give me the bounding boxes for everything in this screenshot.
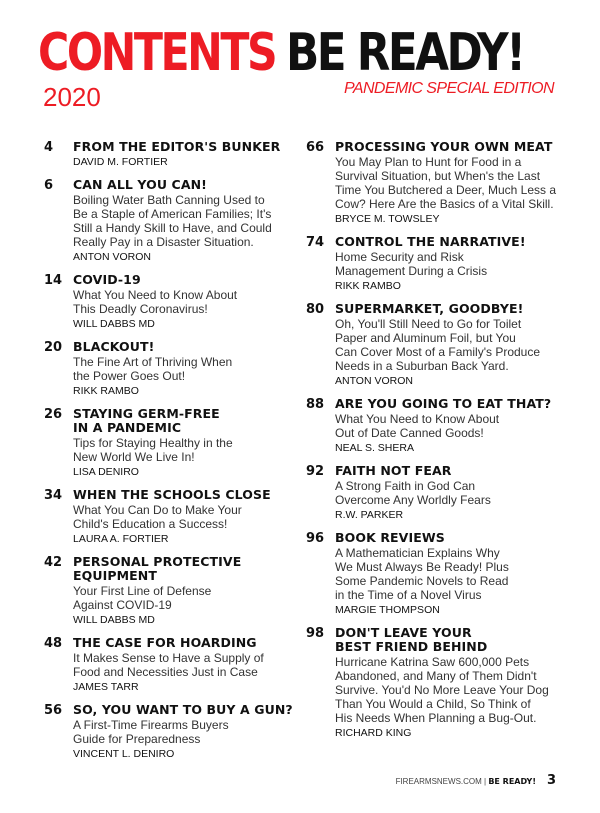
article-title: CONTROL THE NARRATIVE! [335, 234, 526, 249]
article-description: A Mathematician Explains Why We Must Always Be Ready! Plus Some Pandemic Novels to Read in the Time of a Novel Virus [335, 546, 509, 602]
article-author: RIKK RAMBO [73, 385, 139, 397]
article-description: What You Need to Know About This Deadly Coronavirus! [73, 288, 238, 316]
page-number-label: 98 [306, 626, 325, 641]
page-number: 3 [547, 773, 557, 788]
article-description: It Makes Sense to Have a Supply of Food and Necessities Just in Case [73, 651, 264, 679]
edition-label: PANDEMIC SPECIAL EDITION [344, 80, 554, 97]
page-number-label: 4 [44, 140, 54, 155]
toc-entry [306, 235, 556, 293]
article-title: COVID-19 [73, 272, 141, 287]
page-number-label: 20 [44, 340, 63, 355]
article-description: Hurricane Katrina Saw 600,000 Pets Abandoned, and Many of Them Didn't Survive. You'd No More Leave Your Dog Than You Would a Child, So Think of His Needs When Planning a Bug-Out. [335, 655, 549, 725]
toc-entry [44, 555, 294, 627]
article-author: ANTON VORON [335, 375, 413, 387]
page-number-label: 92 [306, 464, 325, 479]
article-title: PERSONAL PROTECTIVE EQUIPMENT [73, 554, 242, 583]
article-author: JAMES TARR [73, 681, 139, 693]
article-author: ANTON VORON [73, 251, 151, 263]
page-number-label: 88 [306, 397, 325, 412]
toc-right-column [306, 140, 556, 749]
article-description: Home Security and Risk Management During a Crisis [335, 250, 488, 278]
page-number-label: 6 [44, 178, 54, 193]
article-author: RICHARD KING [335, 727, 412, 739]
article-title: CAN ALL YOU CAN! [73, 177, 207, 192]
page-number-label: 34 [44, 488, 63, 503]
toc-entry [44, 178, 294, 264]
issue-year: 2020 [43, 82, 101, 112]
article-author: BRYCE M. TOWSLEY [335, 213, 440, 225]
article-title: SO, YOU WANT TO BUY A GUN? [73, 702, 293, 717]
page-number-label: 74 [306, 235, 325, 250]
article-description: Your First Line of Defense Against COVID-19 [73, 584, 212, 612]
article-description: The Fine Art of Thriving When the Power Goes Out! [73, 355, 233, 383]
toc-entry [306, 302, 556, 388]
toc-entry [306, 397, 556, 455]
magazine-title: BE READY! [286, 23, 524, 83]
page-number-label: 42 [44, 555, 63, 570]
article-title: STAYING GERM-FREE IN A PANDEMIC [73, 406, 220, 435]
contents-heading: CONTENTS [38, 23, 276, 83]
toc-entry [44, 407, 294, 479]
toc-entry [44, 273, 294, 331]
article-title: BLACKOUT! [73, 339, 155, 354]
article-author: RIKK RAMBO [335, 280, 401, 292]
article-title: FROM THE EDITOR'S BUNKER [73, 139, 281, 154]
page-number-label: 56 [44, 703, 63, 718]
article-title: WHEN THE SCHOOLS CLOSE [73, 487, 271, 502]
page-number-label: 66 [306, 140, 325, 155]
article-title: ARE YOU GOING TO EAT THAT? [335, 396, 552, 411]
article-description: What You Need to Know About Out of Date Canned Goods! [335, 412, 500, 440]
article-description: A Strong Faith in God Can Overcome Any Worldly Fears [335, 479, 491, 507]
page-number-label: 96 [306, 531, 325, 546]
page-number-label: 80 [306, 302, 325, 317]
page-number-label: 26 [44, 407, 63, 422]
article-author: DAVID M. FORTIER [73, 156, 168, 168]
article-author: VINCENT L. DENIRO [73, 748, 175, 760]
article-author: R.W. PARKER [335, 509, 404, 521]
article-description: You May Plan to Hunt for Food in a Survival Situation, but When's the Last Time You Butchered a Deer, Much Less a Cow? Here Are the Basics of a Vital Skill. [335, 155, 557, 211]
article-description: Tips for Staying Healthy in the New World We Live In! [73, 436, 233, 464]
article-title: THE CASE FOR HOARDING [73, 635, 257, 650]
toc-left-column [44, 140, 294, 770]
article-title: DON'T LEAVE YOUR BEST FRIEND BEHIND [335, 625, 488, 654]
article-author: LAURA A. FORTIER [73, 533, 169, 545]
article-author: MARGIE THOMPSON [335, 604, 440, 616]
article-description: A First-Time Firearms Buyers Guide for Preparedness [73, 718, 229, 746]
toc-entry [44, 703, 294, 761]
article-title: BOOK REVIEWS [335, 530, 445, 545]
toc-entry [306, 626, 556, 740]
article-description: Oh, You'll Still Need to Go for Toilet Paper and Aluminum Foil, but You Can Cover Most of a Family's Produce Needs in a Suburban Back Yard. [335, 317, 541, 373]
page-number-label: 48 [44, 636, 63, 651]
article-description: Boiling Water Bath Canning Used to Be a Staple of American Families; It's Still a Handy Skill to Have, and Could Really Pay in a Disaster Situation. [73, 193, 272, 249]
toc-entry [306, 531, 556, 617]
toc-entry [306, 140, 556, 226]
article-author: NEAL S. SHERA [335, 442, 414, 454]
footer-magazine: BE READY! [488, 777, 536, 786]
article-description: What You Can Do to Make Your Child's Education a Success! [73, 503, 242, 531]
article-author: WILL DABBS MD [73, 318, 155, 330]
article-author: LISA DENIRO [73, 466, 139, 478]
toc-entry [44, 140, 294, 169]
article-title: SUPERMARKET, GOODBYE! [335, 301, 524, 316]
footer-site: FIREARMSNEWS.COM | [395, 777, 487, 786]
toc-entry [44, 340, 294, 398]
footer [396, 778, 536, 786]
toc-entry [44, 636, 294, 694]
article-author: WILL DABBS MD [73, 614, 155, 626]
toc-entry [44, 488, 294, 546]
article-title: FAITH NOT FEAR [335, 463, 452, 478]
toc-entry [306, 464, 556, 522]
page-number-label: 14 [44, 273, 63, 288]
article-title: PROCESSING YOUR OWN MEAT [335, 139, 553, 154]
